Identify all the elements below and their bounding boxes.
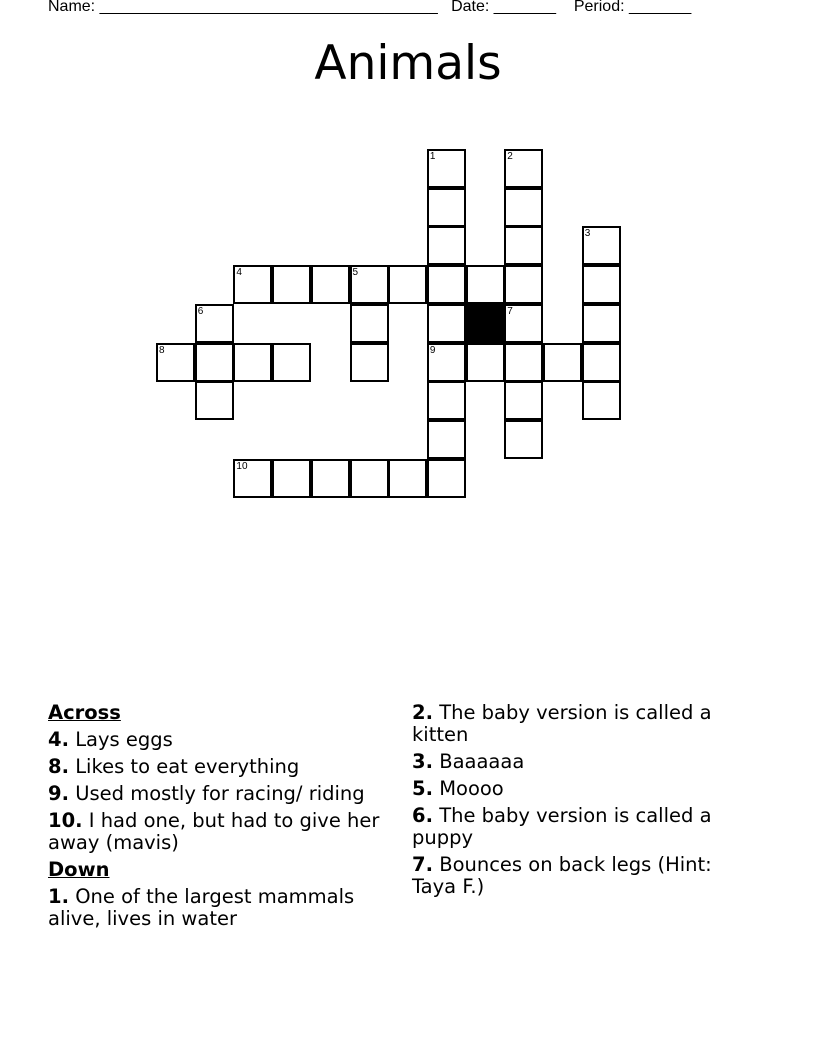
- clue-number-label: 2: [507, 151, 513, 162]
- down-clue: [412, 805, 752, 849]
- date-label: Date:: [451, 0, 490, 15]
- clue-text: Likes to eat everything: [75, 755, 300, 778]
- clue-number: 7.: [412, 853, 433, 876]
- crossword-cell[interactable]: [156, 343, 195, 382]
- clue-text: The baby version is called a puppy: [412, 804, 712, 849]
- crossword-cell[interactable]: [504, 226, 543, 265]
- crossword-cell[interactable]: [350, 343, 389, 382]
- clue-text: Bounces on back legs (Hint: Taya F.): [412, 853, 712, 898]
- clue-text: Moooo: [439, 777, 504, 800]
- crossword-cell[interactable]: [195, 343, 234, 382]
- crossword-cell[interactable]: [504, 304, 543, 343]
- crossword-cell[interactable]: [195, 304, 234, 343]
- crossword-cell[interactable]: [272, 265, 311, 304]
- crossword-cell[interactable]: [388, 459, 427, 498]
- crossword-grid: [0, 0, 816, 520]
- clue-number-label: 4: [236, 267, 242, 279]
- clue-number-label: 9: [429, 344, 436, 356]
- crossword-cell[interactable]: [272, 459, 311, 498]
- crossword-cell[interactable]: [350, 459, 389, 498]
- clue-number-label: 8: [159, 344, 165, 356]
- crossword-cell[interactable]: [427, 188, 466, 227]
- clue-number: 5.: [412, 777, 433, 800]
- name-blank[interactable]: ______________________________________: [99, 0, 438, 15]
- crossword-cell[interactable]: [427, 420, 466, 459]
- crossword-cell[interactable]: [466, 265, 505, 304]
- page-title: Animals: [314, 36, 502, 91]
- down-clue: [412, 854, 752, 898]
- clue-text: Used mostly for racing/ riding: [75, 782, 365, 805]
- clue-number: 6.: [412, 804, 433, 827]
- clue-number: 9.: [48, 782, 69, 805]
- date-blank[interactable]: _______: [493, 0, 557, 15]
- crossword-cell[interactable]: [582, 343, 621, 382]
- crossword-cell[interactable]: [466, 343, 505, 382]
- clue-number-label: 7: [507, 305, 513, 317]
- across-clue: [48, 756, 388, 778]
- crossword-cell[interactable]: [233, 265, 272, 304]
- crossword-cell[interactable]: [427, 149, 466, 188]
- crossword-cell[interactable]: [504, 188, 543, 227]
- across-heading: Across: [48, 701, 121, 724]
- clue-number: 1.: [48, 885, 69, 908]
- crossword-cell[interactable]: [582, 381, 621, 420]
- crossword-cell[interactable]: [504, 420, 543, 459]
- down-clue: [412, 778, 752, 800]
- clue-text: The baby version is called a kitten: [412, 701, 712, 746]
- clue-number-label: 1: [429, 151, 436, 162]
- down-clue: [412, 702, 752, 746]
- crossword-cell[interactable]: [427, 265, 466, 304]
- across-clue: [48, 729, 388, 751]
- crossword-block-cell: [466, 304, 505, 343]
- crossword-cell[interactable]: [582, 226, 621, 265]
- crossword-cell[interactable]: [427, 459, 466, 498]
- down-clue: [48, 886, 388, 930]
- clue-number-label: 3: [584, 228, 591, 240]
- crossword-cell[interactable]: [504, 343, 543, 382]
- crossword-cell[interactable]: [582, 265, 621, 304]
- clue-number: 4.: [48, 728, 69, 751]
- crossword-cell[interactable]: [504, 149, 543, 188]
- across-clue: [48, 783, 388, 805]
- clue-number-label: 5: [352, 267, 359, 279]
- crossword-cell[interactable]: [233, 343, 272, 382]
- clue-number: 3.: [412, 750, 433, 773]
- crossword-cell[interactable]: [388, 265, 427, 304]
- clue-text: I had one, but had to give her away (mavis): [48, 809, 380, 854]
- crossword-cell[interactable]: [233, 459, 272, 498]
- clue-number: 2.: [412, 701, 433, 724]
- crossword-cell[interactable]: [504, 265, 543, 304]
- clues-right-column: [412, 702, 752, 903]
- down-heading: Down: [48, 858, 110, 881]
- crossword-cell[interactable]: [543, 343, 582, 382]
- name-label: Name:: [48, 0, 96, 15]
- crossword-cell[interactable]: [427, 343, 466, 382]
- period-label: Period:: [573, 0, 625, 15]
- clue-number-label: 10: [236, 460, 248, 472]
- crossword-cell[interactable]: [350, 304, 389, 343]
- crossword-cell[interactable]: [195, 381, 234, 420]
- clue-text: One of the largest mammals alive, lives in water: [48, 885, 355, 930]
- crossword-cell[interactable]: [427, 226, 466, 265]
- crossword-cell[interactable]: [504, 381, 543, 420]
- crossword-cell[interactable]: [582, 304, 621, 343]
- crossword-cell[interactable]: [427, 381, 466, 420]
- crossword-cell[interactable]: [427, 304, 466, 343]
- period-blank[interactable]: _______: [629, 0, 692, 15]
- crossword-cell[interactable]: [311, 459, 350, 498]
- clue-text: Baaaaaa: [439, 750, 525, 773]
- clue-number: 10.: [48, 809, 83, 832]
- clue-number: 8.: [48, 755, 69, 778]
- clues-left-column: [48, 702, 388, 935]
- clue-text: Lays eggs: [75, 728, 173, 751]
- crossword-cell[interactable]: [350, 265, 389, 304]
- across-clue: [48, 810, 388, 854]
- clue-number-label: 6: [197, 305, 204, 317]
- crossword-cell[interactable]: [311, 265, 350, 304]
- crossword-cell[interactable]: [272, 343, 311, 382]
- down-clue: [412, 751, 752, 773]
